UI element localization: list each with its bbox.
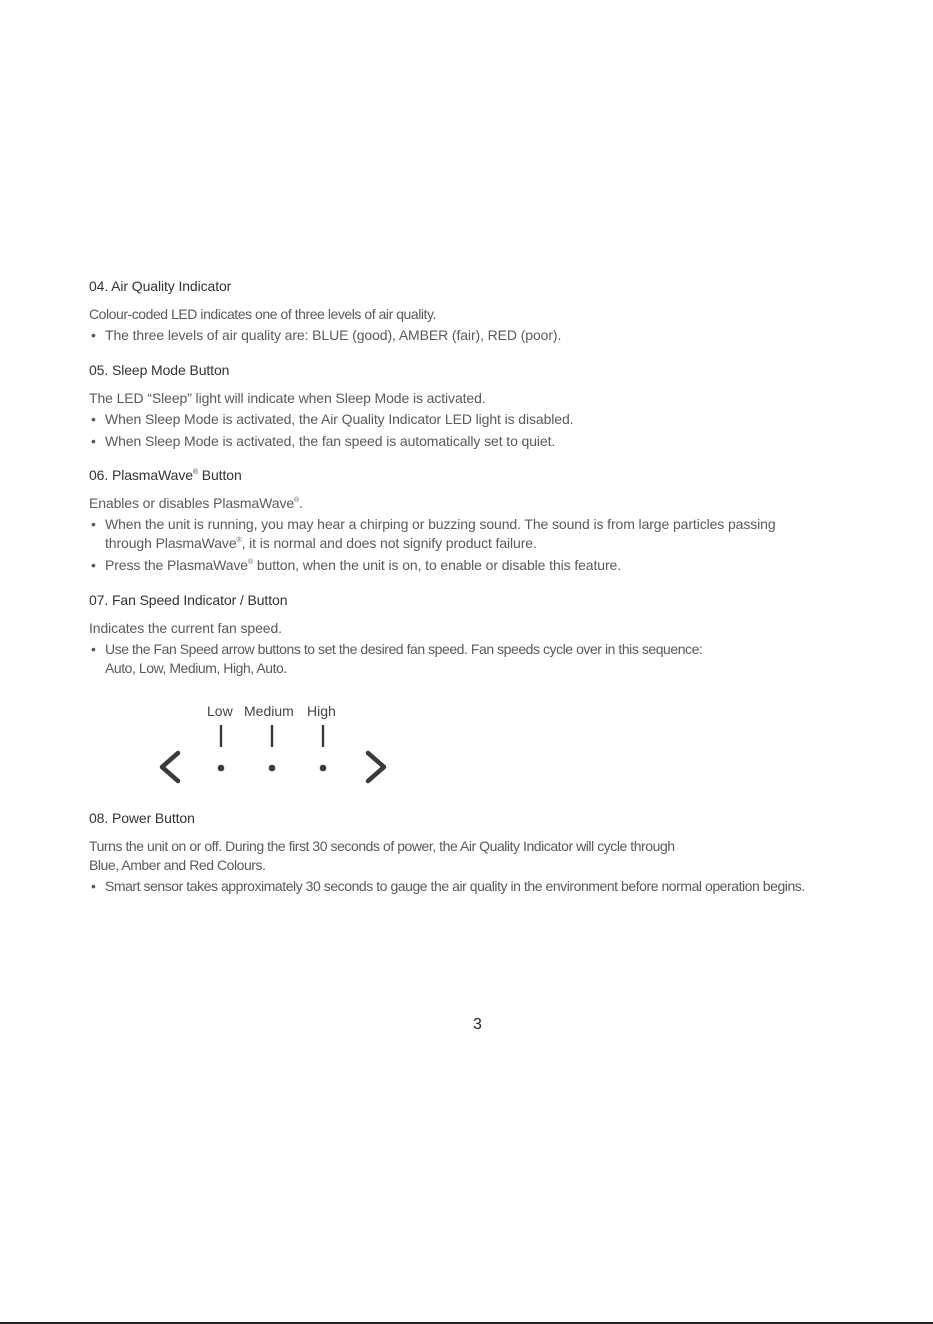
section-04-lead: Colour-coded LED indicates one of three levels of air quality. (89, 306, 436, 322)
section-07-lead: Indicates the current fan speed. (89, 620, 282, 636)
registered-mark: ® (294, 497, 300, 504)
indicator-dot-high (320, 765, 327, 772)
bullet-dot: • (91, 557, 96, 573)
fan-label-medium: Medium (244, 703, 294, 719)
section-05-bullet-2: When Sleep Mode is activated, the fan speed is automatically set to quiet. (105, 433, 556, 449)
section-06-lead: Enables or disables PlasmaWave®. (89, 495, 303, 511)
registered-mark: ® (236, 537, 242, 544)
fan-speed-graphic (150, 720, 400, 790)
section-06-bullet-1-line-1: When the unit is running, you may hear a chirping or buzzing sound. The sound is from large particles passing (105, 516, 776, 532)
bullet-dot: • (91, 878, 96, 894)
section-07-bullet-1-line-2: Auto, Low, Medium, High, Auto. (105, 660, 287, 676)
section-06-heading: 06. PlasmaWave® Button (89, 467, 242, 483)
section-08-lead-line-1: Turns the unit on or off. During the first 30 seconds of power, the Air Quality Indicator will cycle through (89, 838, 675, 854)
section-08-lead-line-2: Blue, Amber and Red Colours. (89, 857, 266, 873)
fan-label-low: Low (207, 703, 233, 719)
section-06-bullet-1-line-2: through PlasmaWave®, it is normal and does not signify product failure. (105, 535, 537, 551)
section-07-bullet-1-line-1: Use the Fan Speed arrow buttons to set the desired fan speed. Fan speeds cycle over in this sequence: (105, 641, 703, 657)
section-05-bullet-1: When Sleep Mode is activated, the Air Quality Indicator LED light is disabled. (105, 411, 574, 427)
page-number: 3 (473, 1016, 482, 1033)
section-07-heading: 07. Fan Speed Indicator / Button (89, 592, 288, 608)
bullet-dot: • (91, 327, 96, 343)
chevron-right-icon (368, 753, 384, 781)
section-06-bullet-2: Press the PlasmaWave® button, when the unit is on, to enable or disable this feature. (105, 557, 622, 573)
bullet-dot: • (91, 411, 96, 427)
section-04-bullet-1: The three levels of air quality are: BLUE (good), AMBER (fair), RED (poor). (105, 327, 562, 343)
bullet-dot: • (91, 516, 96, 532)
bullet-dot: • (91, 641, 96, 657)
indicator-dot-low (218, 765, 225, 772)
bullet-dot: • (91, 433, 96, 449)
chevron-left-icon (162, 753, 178, 781)
section-08-heading: 08. Power Button (89, 810, 195, 826)
registered-mark: ® (192, 469, 198, 476)
section-05-heading: 05. Sleep Mode Button (89, 362, 230, 378)
registered-mark: ® (247, 559, 254, 566)
section-05-lead: The LED “Sleep” light will indicate when Sleep Mode is activated. (89, 390, 486, 406)
section-08-bullet-1: Smart sensor takes approximately 30 seconds to gauge the air quality in the environment before normal operation begins. (105, 878, 805, 894)
fan-label-high: High (307, 703, 336, 719)
indicator-dot-medium (269, 765, 276, 772)
section-04-heading: 04. Air Quality Indicator (89, 278, 232, 294)
